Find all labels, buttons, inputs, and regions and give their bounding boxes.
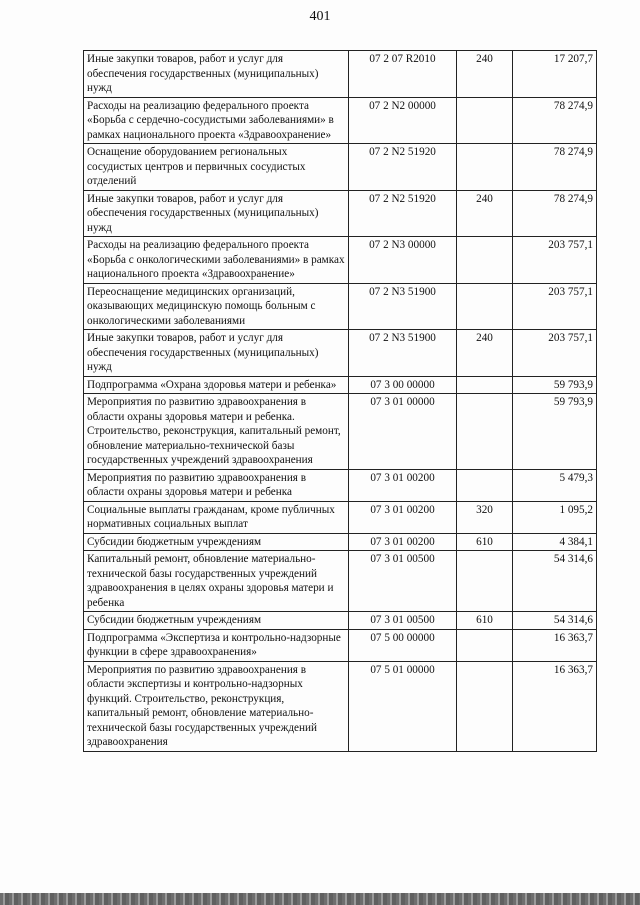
row-sum: 1 095,2 bbox=[513, 501, 597, 533]
row-type bbox=[457, 661, 513, 751]
row-type bbox=[457, 551, 513, 612]
row-sum: 54 314,6 bbox=[513, 551, 597, 612]
table-row bbox=[84, 533, 597, 551]
row-sum: 54 314,6 bbox=[513, 612, 597, 630]
table-row bbox=[84, 283, 597, 330]
row-code: 07 2 N3 51900 bbox=[349, 283, 457, 330]
table-row bbox=[84, 551, 597, 612]
row-name: Капитальный ремонт, обновление материально-технической базы государственных учреждений здравоохранения в целях охраны здоровья матери и ребенка bbox=[84, 551, 349, 612]
row-code: 07 3 01 00200 bbox=[349, 501, 457, 533]
row-type: 240 bbox=[457, 190, 513, 237]
row-sum: 78 274,9 bbox=[513, 97, 597, 144]
row-code: 07 2 N3 51900 bbox=[349, 330, 457, 377]
row-type bbox=[457, 237, 513, 284]
table-row bbox=[84, 330, 597, 377]
row-type bbox=[457, 144, 513, 191]
row-type bbox=[457, 97, 513, 144]
table-row bbox=[84, 376, 597, 394]
row-type: 240 bbox=[457, 330, 513, 377]
table-row bbox=[84, 469, 597, 501]
row-name: Иные закупки товаров, работ и услуг для обеспечения государственных (муниципальных) нужд bbox=[84, 190, 349, 237]
row-code: 07 3 01 00200 bbox=[349, 533, 457, 551]
row-name: Субсидии бюджетным учреждениям bbox=[84, 533, 349, 551]
row-code: 07 5 01 00000 bbox=[349, 661, 457, 751]
row-type: 610 bbox=[457, 612, 513, 630]
table-row bbox=[84, 144, 597, 191]
table-row bbox=[84, 661, 597, 751]
row-type bbox=[457, 469, 513, 501]
budget-table bbox=[83, 50, 597, 752]
row-code: 07 2 N2 00000 bbox=[349, 97, 457, 144]
table-row bbox=[84, 237, 597, 284]
table-row bbox=[84, 394, 597, 470]
row-code: 07 5 00 00000 bbox=[349, 629, 457, 661]
row-code: 07 2 N2 51920 bbox=[349, 190, 457, 237]
table-row bbox=[84, 612, 597, 630]
row-code: 07 3 01 00200 bbox=[349, 469, 457, 501]
row-sum: 5 479,3 bbox=[513, 469, 597, 501]
row-code: 07 2 N2 51920 bbox=[349, 144, 457, 191]
row-name: Расходы на реализацию федерального проекта «Борьба с онкологическими заболеваниями» в рамках национального проекта «Здравоохранение» bbox=[84, 237, 349, 284]
row-name: Иные закупки товаров, работ и услуг для обеспечения государственных (муниципальных) нужд bbox=[84, 330, 349, 377]
table-row bbox=[84, 51, 597, 98]
row-code: 07 3 01 00500 bbox=[349, 612, 457, 630]
row-sum: 17 207,7 bbox=[513, 51, 597, 98]
row-type bbox=[457, 283, 513, 330]
row-code: 07 3 01 00000 bbox=[349, 394, 457, 470]
row-sum: 16 363,7 bbox=[513, 661, 597, 751]
row-type bbox=[457, 376, 513, 394]
row-name: Субсидии бюджетным учреждениям bbox=[84, 612, 349, 630]
row-type: 320 bbox=[457, 501, 513, 533]
row-name: Мероприятия по развитию здравоохранения в области охраны здоровья матери и ребенка bbox=[84, 469, 349, 501]
row-name: Переоснащение медицинских организаций, оказывающих медицинскую помощь больным с онкологическими заболеваниями bbox=[84, 283, 349, 330]
row-sum: 203 757,1 bbox=[513, 330, 597, 377]
scan-edge bbox=[0, 893, 640, 905]
row-name: Мероприятия по развитию здравоохранения в области охраны здоровья матери и ребенка. Строительство, реконструкция, капитальный ремонт, обновление материально-технической базы государственных учреждений здравоохранения bbox=[84, 394, 349, 470]
row-name: Иные закупки товаров, работ и услуг для обеспечения государственных (муниципальных) нужд bbox=[84, 51, 349, 98]
row-code: 07 2 07 R2010 bbox=[349, 51, 457, 98]
row-sum: 4 384,1 bbox=[513, 533, 597, 551]
row-sum: 203 757,1 bbox=[513, 283, 597, 330]
row-type bbox=[457, 629, 513, 661]
table-row bbox=[84, 501, 597, 533]
row-sum: 78 274,9 bbox=[513, 190, 597, 237]
row-name: Подпрограмма «Охрана здоровья матери и ребенка» bbox=[84, 376, 349, 394]
page-number: 401 bbox=[309, 9, 331, 24]
row-sum: 59 793,9 bbox=[513, 376, 597, 394]
row-type: 610 bbox=[457, 533, 513, 551]
row-sum: 203 757,1 bbox=[513, 237, 597, 284]
row-type bbox=[457, 394, 513, 470]
row-type: 240 bbox=[457, 51, 513, 98]
row-code: 07 2 N3 00000 bbox=[349, 237, 457, 284]
row-name: Мероприятия по развитию здравоохранения в области экспертизы и контрольно-надзорных функций. Строительство, реконструкция, капитальный ремонт, обновление материально-технической базы государственных учреждений здравоохранения bbox=[84, 661, 349, 751]
row-code: 07 3 00 00000 bbox=[349, 376, 457, 394]
row-sum: 59 793,9 bbox=[513, 394, 597, 470]
row-name: Расходы на реализацию федерального проекта «Борьба с сердечно-сосудистыми заболеваниями» в рамках национального проекта «Здравоохранение» bbox=[84, 97, 349, 144]
row-code: 07 3 01 00500 bbox=[349, 551, 457, 612]
row-sum: 16 363,7 bbox=[513, 629, 597, 661]
row-name: Подпрограмма «Экспертиза и контрольно-надзорные функции в сфере здравоохранения» bbox=[84, 629, 349, 661]
row-sum: 78 274,9 bbox=[513, 144, 597, 191]
row-name: Социальные выплаты гражданам, кроме публичных нормативных социальных выплат bbox=[84, 501, 349, 533]
row-name: Оснащение оборудованием региональных сосудистых центров и первичных сосудистых отделений bbox=[84, 144, 349, 191]
table-row bbox=[84, 629, 597, 661]
table-row bbox=[84, 97, 597, 144]
table-row bbox=[84, 190, 597, 237]
